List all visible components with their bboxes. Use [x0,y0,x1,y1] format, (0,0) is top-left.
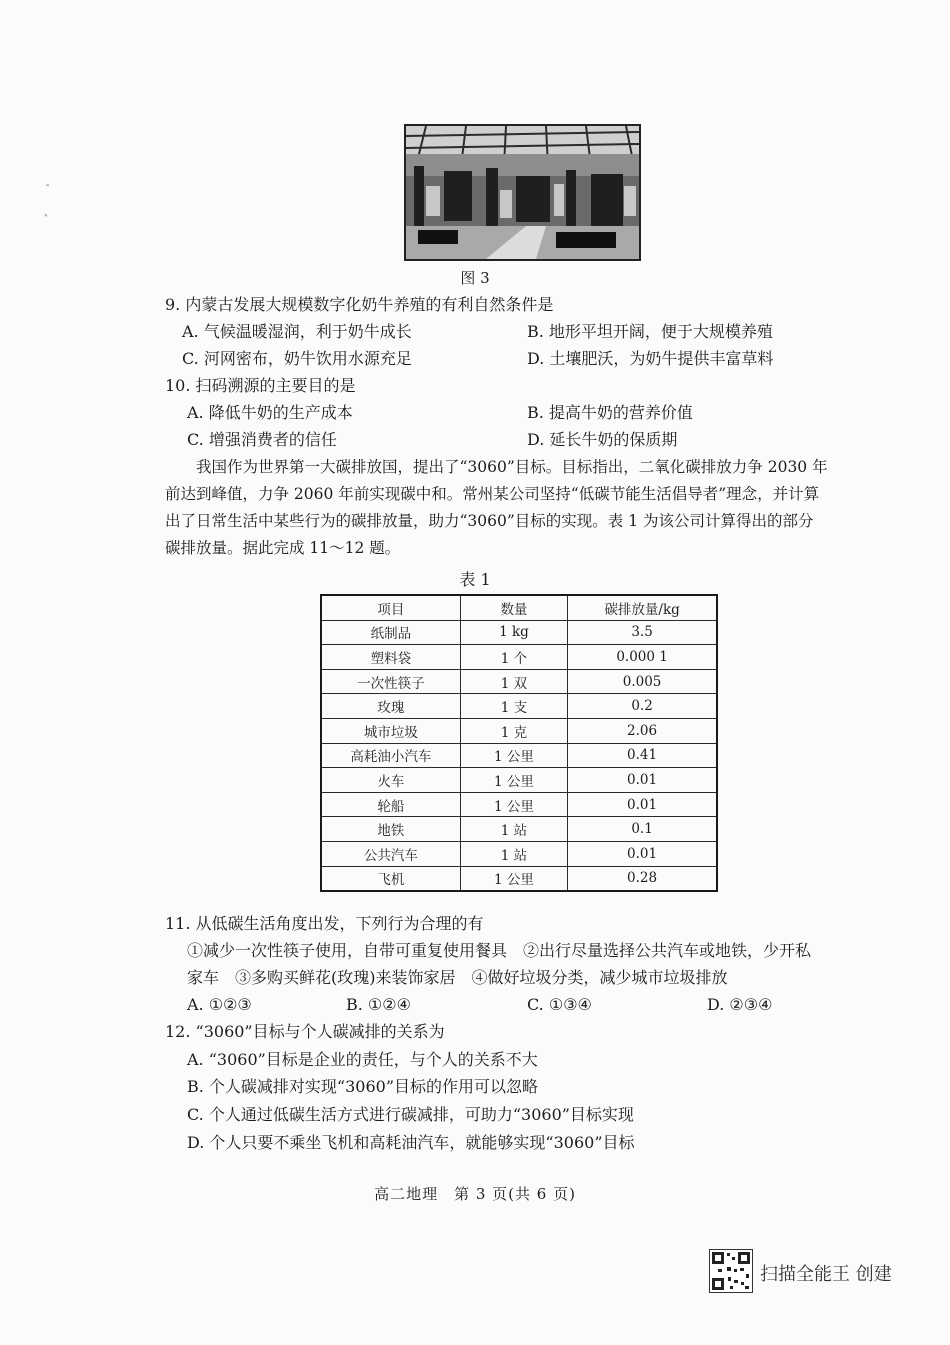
cell-emission: 0.005 [568,669,717,694]
cell-emission: 0.01 [568,841,717,866]
q11-stem: 11. 从低碳生活角度出发，下列行为合理的有 [165,914,484,933]
passage-line-3: 出了日常生活中某些行为的碳排放量，助力“3060”目标的实现。表 1 为该公司计算得出的部分 [165,512,814,530]
dairy-barn-illustration [406,126,639,259]
table-row [321,841,717,866]
cell-item: 纸制品 [321,620,460,645]
cell-quantity: 1 公里 [460,743,567,768]
cell-emission: 0.28 [568,866,717,891]
cell-item: 高耗油小汽车 [321,743,460,768]
table-row [321,694,717,719]
q9-option-d: D. 土壤肥沃，为奶牛提供丰富草料 [527,349,774,368]
q11-option-c: C. ①③④ [527,995,592,1014]
qr-code-icon [709,1249,753,1293]
cell-item: 城市垃圾 [321,718,460,743]
cell-emission: 0.41 [568,743,717,768]
passage-line-4: 碳排放量。据此完成 11～12 题。 [165,539,401,557]
table-header-row [321,595,717,620]
cell-quantity: 1 双 [460,669,567,694]
table-row [321,620,717,645]
figure-caption: 图 3 [460,269,490,287]
table-row [321,645,717,670]
cell-item: 一次性筷子 [321,669,460,694]
q12-option-c: C. 个人通过低碳生活方式进行碳减排，可助力“3060”目标实现 [187,1105,634,1124]
cell-emission: 0.01 [568,792,717,817]
cell-emission: 0.2 [568,694,717,719]
cell-item: 飞机 [321,866,460,891]
cell-quantity: 1 公里 [460,768,567,793]
cell-emission: 0.000 1 [568,645,717,670]
q10-option-b: B. 提高牛奶的营养价值 [527,403,693,422]
q11-statement-line-1: ①减少一次性筷子使用，自带可重复使用餐具 ②出行尽量选择公共汽车或地铁，少开私 [187,941,812,960]
cell-quantity: 1 kg [460,620,567,645]
q10-option-d: D. 延长牛奶的保质期 [527,430,678,449]
margin-dash: - [46,180,50,191]
cell-item: 塑料袋 [321,645,460,670]
q11-statement-line-2: 家车 ③多购买鲜花(玫瑰)来装饰家居 ④做好垃圾分类，减少城市垃圾排放 [187,968,728,987]
scanner-watermark: 扫描全能王 创建 [760,1264,892,1285]
q9-option-b: B. 地形平坦开阔，便于大规模养殖 [527,322,773,341]
q9-option-c: C. 河网密布，奶牛饮用水源充足 [182,349,412,368]
carbon-emission-table [320,594,718,892]
cell-item: 地铁 [321,817,460,842]
q9-option-a: A. 气候温暖湿润，利于奶牛成长 [182,322,412,341]
figure-3-photo [404,124,641,261]
cell-emission: 2.06 [568,718,717,743]
passage-line-1: 我国作为世界第一大碳排放国，提出了“3060”目标。目标指出，二氧化碳排放力争 2030 年 [196,458,828,476]
table-row [321,718,717,743]
header-emission: 碳排放量/kg [568,595,717,620]
passage-line-2: 前达到峰值，力争 2060 年前实现碳中和。常州某公司坚持“低碳节能生活倡导者”理念，并计算 [165,485,820,503]
cell-item: 公共汽车 [321,841,460,866]
cell-quantity: 1 支 [460,694,567,719]
table-row [321,866,717,891]
table-row [321,669,717,694]
q12-option-b: B. 个人碳减排对实现“3060”目标的作用可以忽略 [187,1077,539,1096]
q10-option-a: A. 降低牛奶的生产成本 [187,403,353,422]
cell-quantity: 1 个 [460,645,567,670]
table-row [321,743,717,768]
table-caption: 表 1 [459,570,491,589]
q11-option-a: A. ①②③ [187,995,252,1014]
q12-option-d: D. 个人只要不乘坐飞机和高耗油汽车，就能够实现“3060”目标 [187,1133,635,1152]
q10-stem: 10. 扫码溯源的主要目的是 [165,376,356,395]
margin-dot: 、 [44,208,54,219]
cell-quantity: 1 公里 [460,866,567,891]
cell-item: 轮船 [321,792,460,817]
cell-quantity: 1 站 [460,817,567,842]
q12-option-a: A. “3060”目标是企业的责任，与个人的关系不大 [187,1050,538,1069]
q12-stem: 12. “3060”目标与个人碳减排的关系为 [165,1022,445,1041]
table-row [321,792,717,817]
q9-stem: 9. 内蒙古发展大规模数字化奶牛养殖的有利自然条件是 [165,295,554,314]
cell-emission: 0.1 [568,817,717,842]
header-quantity: 数量 [460,595,567,620]
qr-pattern [710,1250,752,1292]
header-item: 项目 [321,595,460,620]
q11-option-d: D. ②③④ [707,995,773,1014]
table-row [321,817,717,842]
cell-quantity: 1 克 [460,718,567,743]
cell-quantity: 1 公里 [460,792,567,817]
cell-emission: 3.5 [568,620,717,645]
table-row [321,768,717,793]
cell-quantity: 1 站 [460,841,567,866]
cell-emission: 0.01 [568,768,717,793]
q10-option-c: C. 增强消费者的信任 [187,430,337,449]
cell-item: 玫瑰 [321,694,460,719]
q11-option-b: B. ①②④ [346,995,411,1014]
cell-item: 火车 [321,768,460,793]
page-footer: 高二地理 第 3 页(共 6 页) [374,1185,576,1203]
